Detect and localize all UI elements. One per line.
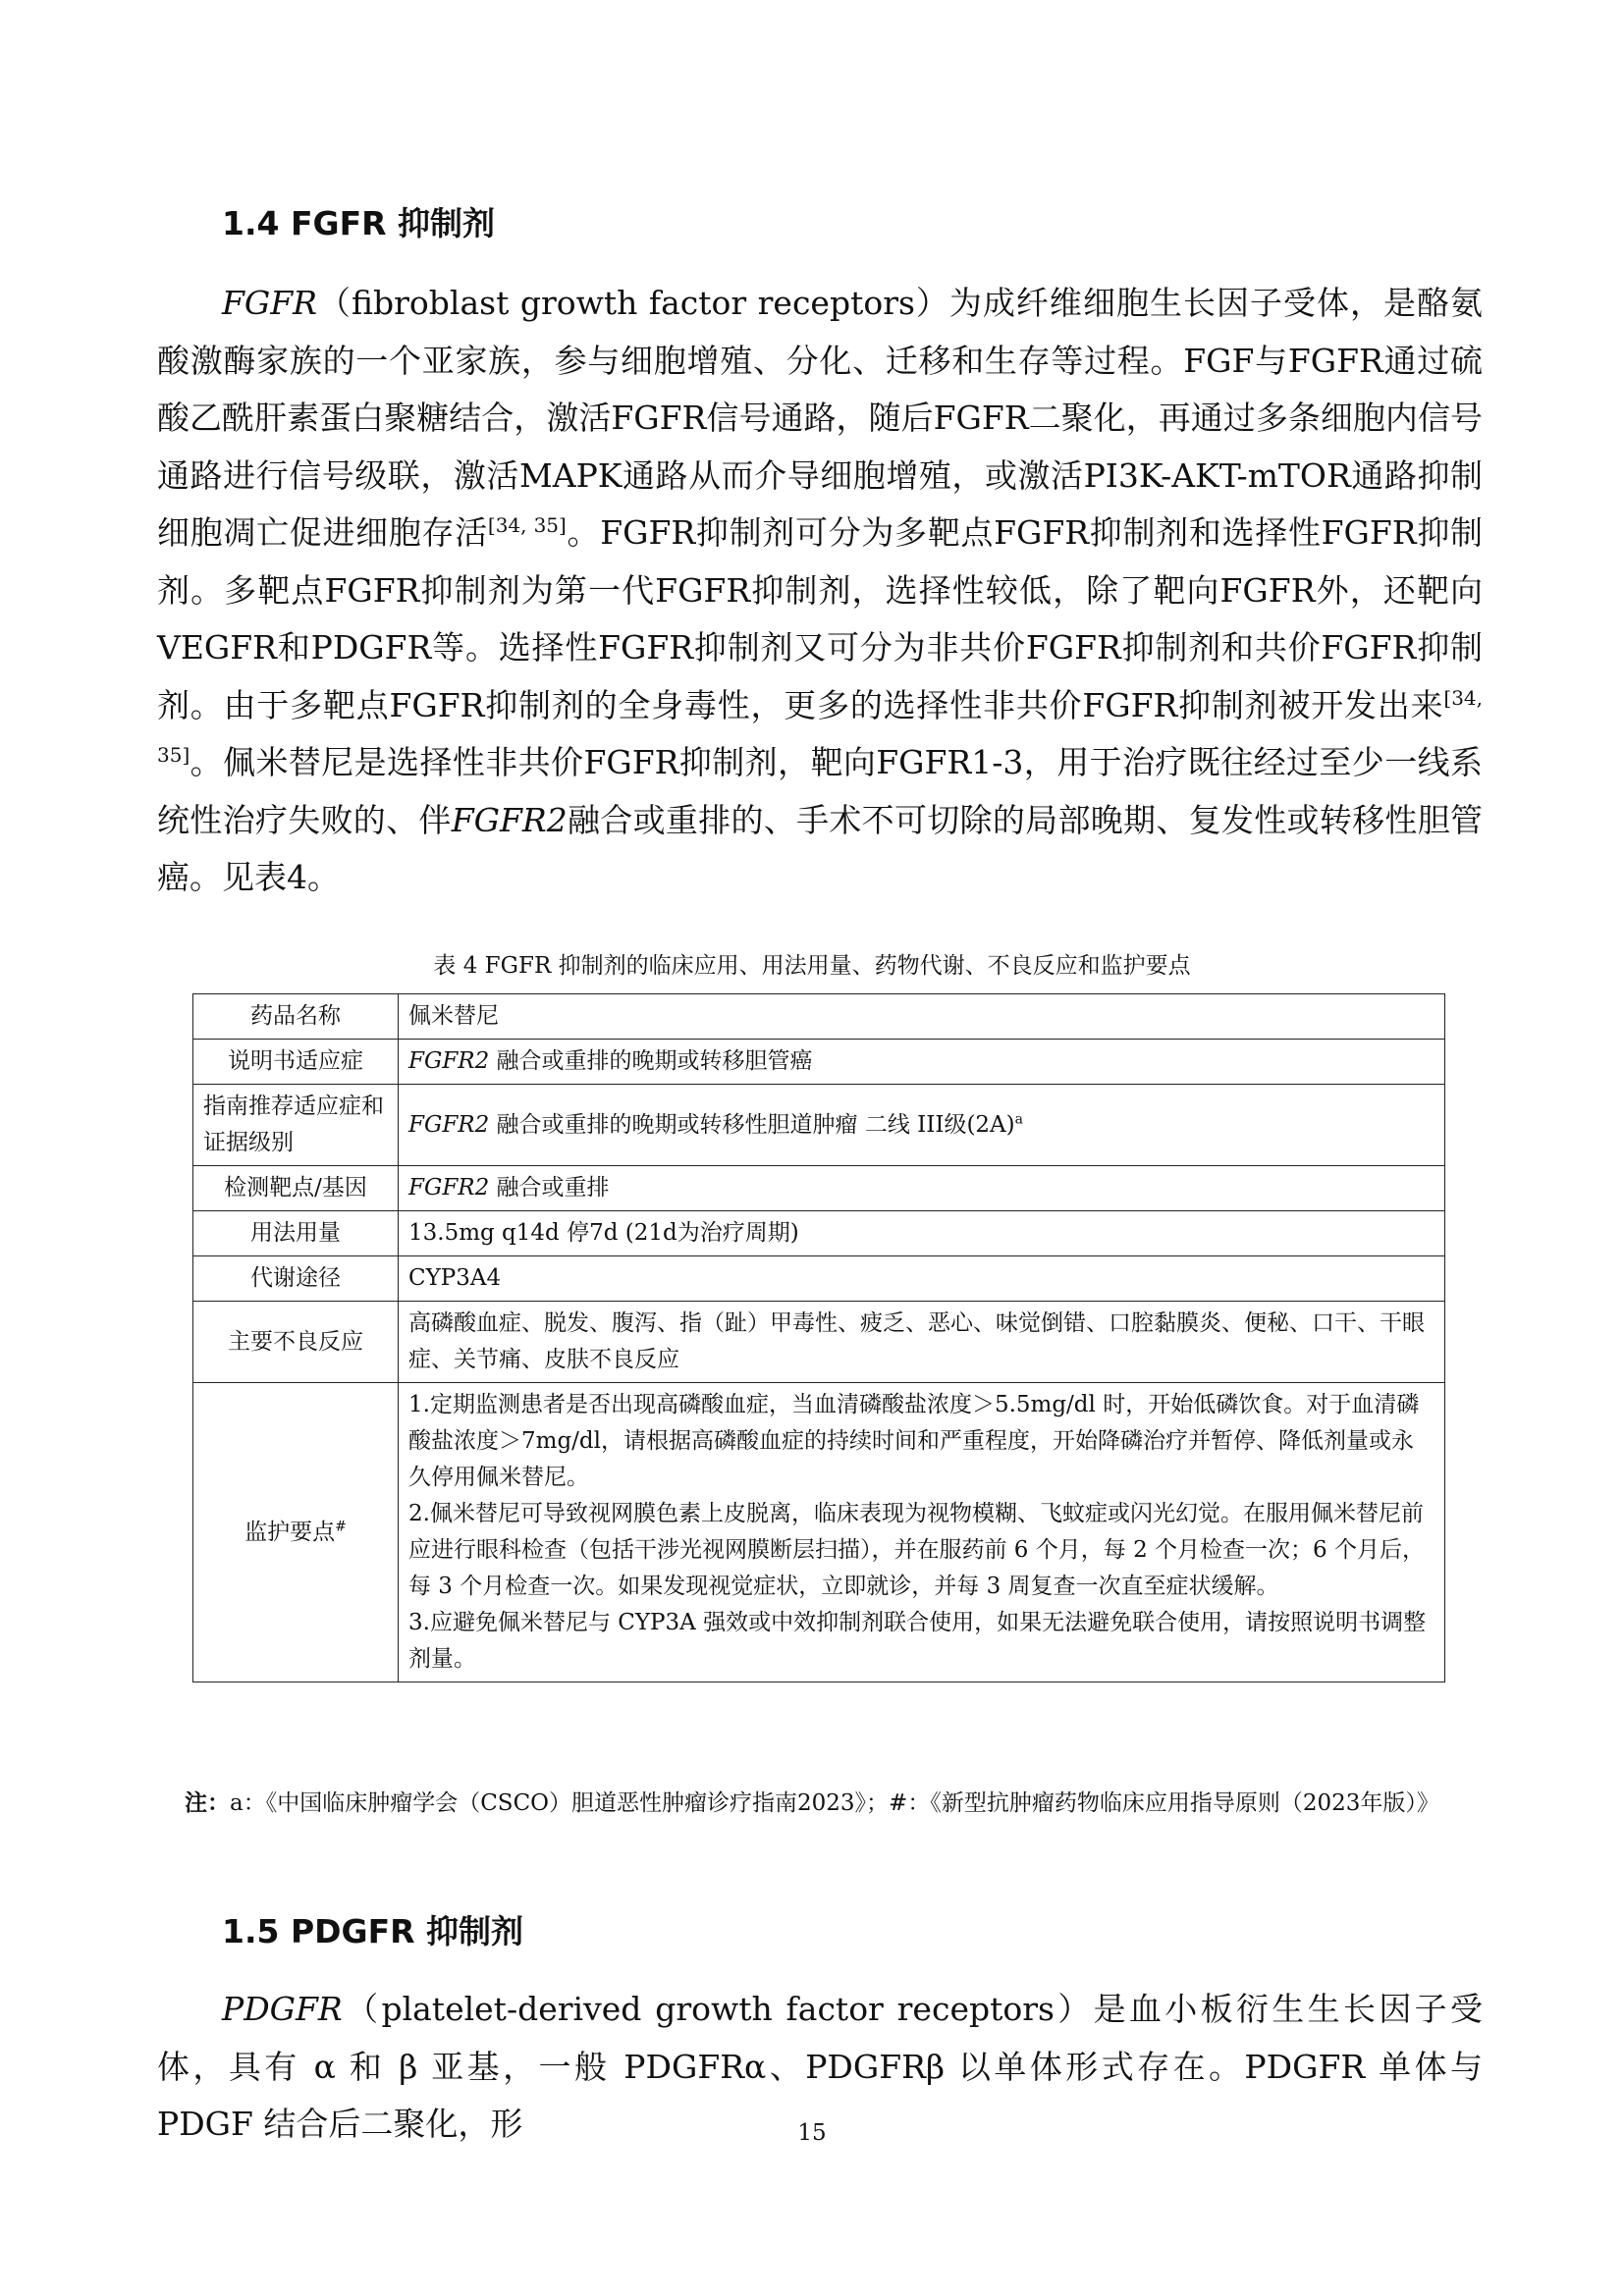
paragraph-text: （platelet-derived growth factor receptors）是血小板衍生生长因子受体，具有 α 和 β 亚基，一般 PDGFRα、PDGFRβ 以单体形式存在。PDGFR 单体与 PDGF 结合后二聚化，形 xyxy=(157,1990,1483,2143)
row-label xyxy=(193,1383,399,1682)
note-text: a：《中国临床肿瘤学会（CSCO）胆道恶性肿瘤诊疗指南2023》；#：《新型抗肿瘤药物临床应用指导原则（2023年版）》 xyxy=(230,1790,1439,1816)
row-label: 代谢途径 xyxy=(193,1256,399,1302)
paragraph-text-1: （fibroblast growth factor receptors）为成纤维细胞生长因子受体，是酪氨酸激酶家族的一个亚家族，参与细胞增殖、分化、迁移和生存等过程。FGF与FGFR通过硫酸乙酰肝素蛋白聚糖结合，激活FGFR信号通路，随后FGFR二聚化，再通过多条细胞内信号通路进行信号级联，激活MAPK通路从而介导细胞增殖，或激活PI3K-AKT-mTOR通路抑制细胞凋亡促进细胞存活 xyxy=(157,284,1483,552)
monitoring-item-1: 1.定期监测患者是否出现高磷酸血症，当血清磷酸盐浓度＞5.5mg/dl 时，开始低磷饮食。对于血清磷酸盐浓度＞7mg/dl，请根据高磷酸血症的持续时间和严重程度，开始降磷治疗并暂停、降低剂量或永久停用佩米替尼。 xyxy=(408,1392,1420,1490)
gene-name: FGFR2 xyxy=(408,1048,490,1074)
table-row xyxy=(193,994,1445,1040)
note-label: 注： xyxy=(185,1789,230,1816)
page-number: 15 xyxy=(797,2120,827,2146)
table-note xyxy=(185,1785,1451,1822)
reference-2: [34, 35] xyxy=(157,685,1483,767)
paragraph-text-2: 。FGFR抑制剂可分为多靶点FGFR抑制剂和选择性FGFR抑制剂。多靶点FGFR抑制剂为第一代FGFR抑制剂，选择性较低，除了靶向FGFR外，还靶向VEGFR和PDGFR等。选择性FGFR抑制剂又可分为非共价FGFR抑制剂和共价FGFR抑制剂。由于多靶点FGFR抑制剂的全身毒性，更多的选择性非共价FGFR抑制剂被开发出来 xyxy=(157,513,1484,724)
paragraph-text-3: 。佩米替尼是选择性非共价FGFR抑制剂，靶向FGFR1-3，用于治疗既往经过至少一线系统性治疗失败的、伴 xyxy=(157,743,1483,839)
table-row xyxy=(193,1383,1445,1682)
row-value-text: 融合或重排的晚期或转移性胆道肿瘤 二线 III级(2A) xyxy=(489,1111,1015,1138)
fgfr-abbr: FGFR xyxy=(222,284,318,322)
table-row xyxy=(193,1302,1445,1383)
row-label: 检测靶点/基因 xyxy=(193,1166,399,1211)
paragraph-text-4: 融合或重排的、手术不可切除的局部晚期、复发性或转移性胆管癌。见表4。 xyxy=(157,800,1484,896)
row-value xyxy=(399,1383,1445,1682)
table-row xyxy=(193,1040,1445,1085)
gene-fgfr2: FGFR2 xyxy=(451,800,568,839)
table-caption: 表 4 FGFR 抑制剂的临床应用、用法用量、药物代谢、不良反应和监护要点 xyxy=(433,953,1191,979)
reference-1: [34, 35] xyxy=(487,513,567,537)
row-value xyxy=(399,1085,1445,1166)
row-label-text: 监护要点 xyxy=(244,1519,336,1545)
row-label: 说明书适应症 xyxy=(193,1040,399,1085)
row-value-text: 融合或重排 xyxy=(489,1175,610,1201)
footnote-mark-a: a xyxy=(1014,1110,1023,1127)
table-row xyxy=(193,1166,1445,1211)
row-value: 13.5mg q14d 停7d (21d为治疗周期) xyxy=(399,1211,1445,1256)
row-label: 指南推荐适应症和证据级别 xyxy=(193,1085,399,1166)
row-value xyxy=(399,1166,1445,1211)
row-value: 佩米替尼 xyxy=(399,994,1445,1040)
table-row xyxy=(193,1085,1445,1166)
table-row xyxy=(193,1256,1445,1302)
row-label: 用法用量 xyxy=(193,1211,399,1256)
row-value-text: 融合或重排的晚期或转移胆管癌 xyxy=(489,1048,813,1074)
row-value: CYP3A4 xyxy=(399,1256,1445,1302)
table-row xyxy=(193,1211,1445,1256)
gene-name: FGFR2 xyxy=(408,1111,490,1138)
row-label: 药品名称 xyxy=(193,994,399,1040)
gene-name: FGFR2 xyxy=(408,1175,490,1201)
footnote-mark-hash: # xyxy=(335,1518,347,1534)
row-label: 主要不良反应 xyxy=(193,1302,399,1383)
pdgfr-abbr: PDGFR xyxy=(222,1990,343,2028)
section-heading-1-4: 1.4 FGFR 抑制剂 xyxy=(222,204,496,242)
monitoring-item-2: 2.佩米替尼可导致视网膜色素上皮脱离，临床表现为视物模糊、飞蚊症或闪光幻觉。在服用佩米替尼前应进行眼科检查（包括干涉光视网膜断层扫描），并在服药前 6 个月，每 2 个月检查一次；6 个月后，每 3 个月检查一次。如果发现视觉症状，立即就诊，并每 3 周复查一次直至症状缓解。 xyxy=(408,1501,1425,1599)
monitoring-item-3: 3.应避免佩米替尼与 CYP3A 强效或中效抑制剂联合使用，如果无法避免联合使用，请按照说明书调整剂量。 xyxy=(408,1610,1427,1672)
drug-table xyxy=(192,993,1445,1682)
row-value: 高磷酸血症、脱发、腹泻、指（趾）甲毒性、疲乏、恶心、味觉倒错、口腔黏膜炎、便秘、口干、干眼症、关节痛、皮肤不良反应 xyxy=(399,1302,1445,1383)
section-heading-1-5: 1.5 PDGFR 抑制剂 xyxy=(222,1912,524,1950)
paragraph-fgfr xyxy=(157,275,1483,907)
row-value xyxy=(399,1040,1445,1085)
